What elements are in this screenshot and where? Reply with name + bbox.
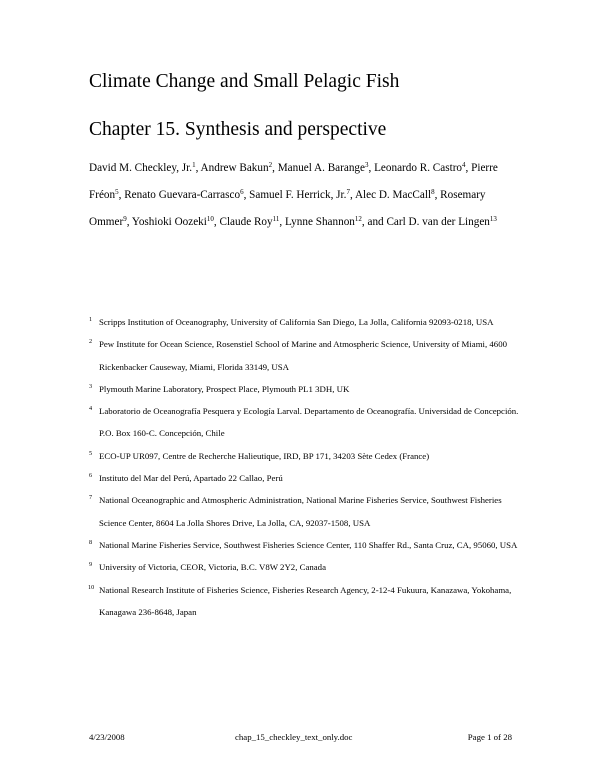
author-separator: , [118, 189, 125, 201]
affiliation-number: 2 [89, 338, 93, 346]
author-name: Yoshioki Oozeki [131, 216, 207, 228]
affiliation-text: National Marine Fisheries Service, Southwest Fisheries Science Center, 110 Shaffer Rd., Santa Cruz, CA, 95060, USA [99, 539, 518, 550]
author-affiliation-marker: 7 [346, 188, 350, 196]
author-name: Alec D. MacCall [354, 189, 432, 201]
author-affiliation-marker: 4 [462, 161, 466, 169]
author-affiliation-marker: 9 [123, 215, 127, 223]
author-name: Andrew Bakun [200, 162, 269, 174]
author-name: Leonardo R. Castro [374, 162, 463, 174]
author-affiliation-marker: 8 [431, 188, 435, 196]
footer-page-number: Page 1 of 28 [467, 732, 512, 742]
affiliation-item [89, 579, 519, 624]
author-name: Claude Roy [219, 216, 273, 228]
author-affiliation-marker: 10 [206, 215, 214, 223]
affiliation-text: National Research Institute of Fisheries Science, Fisheries Research Agency, 2-12-4 Fukuura, Kanazawa, Yokohama, Kanagawa 236-8648, Japan [99, 584, 512, 617]
affiliation-text: Scripps Institution of Oceanography, University of California San Diego, La Jolla, California 92093-0218, USA [99, 317, 494, 327]
author-affiliation-marker: 2 [268, 161, 273, 169]
author-separator: , [434, 189, 441, 201]
affiliation-item [89, 311, 519, 333]
affiliation-number: 4 [89, 405, 93, 413]
affiliation-item [89, 333, 519, 378]
author-separator: , [243, 189, 250, 201]
author-affiliation-marker: 12 [354, 215, 362, 223]
author-name: Lynne Shannon [284, 216, 355, 228]
affiliation-item [89, 489, 519, 534]
affiliation-list [89, 311, 519, 623]
author-separator: , and [361, 216, 387, 228]
affiliation-text: Laboratorio de Oceanografía Pesquera y Ecología Larval. Departamento de Oceanografía. Universidad de Concepción. P.O. Box 160-C. Concepción, Chile [99, 406, 519, 439]
affiliation-number: 1 [89, 316, 93, 323]
author-name: Rosemary Ommer [89, 189, 486, 228]
author-name: Manuel A. Barange [277, 162, 365, 174]
affiliation-number: 7 [89, 494, 93, 502]
author-affiliation-marker: 5 [115, 188, 119, 196]
affiliation-number: 5 [89, 449, 93, 457]
affiliation-item [89, 400, 519, 445]
author-separator: , [368, 162, 375, 174]
affiliation-item [89, 378, 519, 400]
author-affiliation-marker: 1 [192, 161, 196, 169]
chapter-title: Chapter 15. Synthesis and perspective [89, 119, 387, 140]
affiliation-number: 6 [89, 472, 93, 480]
author-affiliation-marker: 3 [365, 161, 369, 169]
author-affiliation-marker: 11 [272, 215, 280, 223]
document-title: Climate Change and Small Pelagic Fish [89, 71, 400, 92]
author-name: David M. Checkley, Jr. [89, 162, 193, 174]
affiliation-number: 3 [89, 382, 93, 390]
author-separator: , [279, 216, 285, 228]
affiliation-number: 9 [89, 561, 93, 569]
affiliation-text: Pew Institute for Ocean Science, Rosenstiel School of Marine and Atmospheric Science, University of Miami, 4600 Rickenbacker Causeway, Miami, Florida 33149, USA [99, 339, 507, 372]
affiliation-text: University of Victoria, CEOR, Victoria, B.C. V8W 2Y2, Canada [99, 562, 326, 573]
author-affiliation-marker: 13 [489, 215, 497, 223]
affiliation-item [89, 467, 519, 489]
author-affiliation-marker: 6 [240, 188, 244, 196]
author-separator: , [213, 216, 220, 228]
affiliation-number: 8 [89, 538, 93, 546]
author-name: Pierre Fréon [89, 162, 498, 201]
author-separator: , [195, 162, 201, 174]
affiliation-number: 10 [88, 583, 95, 591]
author-name: Carl D. van der Lingen [386, 216, 490, 228]
author-name: Renato Guevara-Carrasco [124, 189, 241, 201]
author-separator: , [465, 162, 472, 174]
affiliation-item [89, 556, 519, 578]
footer-date: 4/23/2008 [89, 732, 125, 742]
affiliation-item [89, 534, 519, 556]
author-separator: , [272, 162, 278, 174]
author-separator: , [126, 216, 132, 228]
author-list [89, 155, 519, 236]
affiliation-item [89, 445, 519, 467]
affiliation-text: Plymouth Marine Laboratory, Prospect Place, Plymouth PL1 3DH, UK [99, 383, 350, 394]
footer-filename: chap_15_checkley_text_only.doc [235, 732, 353, 742]
author-name: Samuel F. Herrick, Jr. [249, 189, 347, 201]
author-separator: , [349, 189, 355, 201]
affiliation-text: ECO-UP UR097, Centre de Recherche Halieutique, IRD, BP 171, 34203 Sète Cedex (France) [99, 450, 430, 461]
affiliation-text: National Oceanographic and Atmospheric Administration, National Marine Fisheries Service, Southwest Fisheries Science Center, 8604 La Jolla Shores Drive, La Jolla, CA, 92037-1508, USA [99, 495, 502, 528]
affiliation-text: Instituto del Mar del Perú, Apartado 22 Callao, Perú [99, 473, 283, 484]
